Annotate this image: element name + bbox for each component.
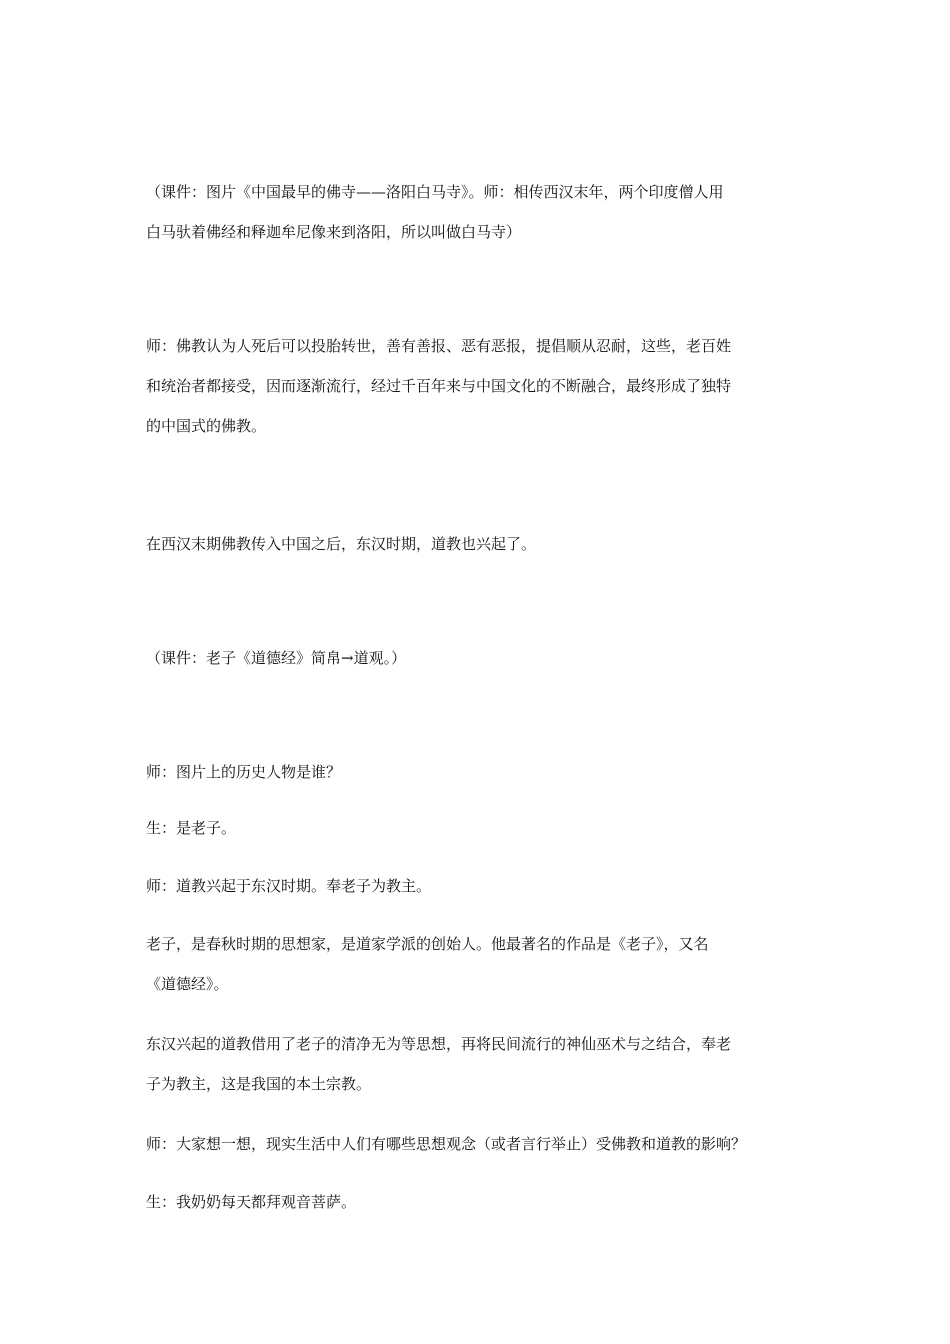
text-line: 生：我奶奶每天都拜观音菩萨。: [146, 1193, 357, 1211]
text-line: 东汉兴起的道教借用了老子的清净无为等思想，再将民间流行的神仙巫术与之结合，奉老: [146, 1035, 732, 1053]
paragraph-teacher-discussion: [146, 1124, 816, 1164]
paragraph-teacher-question: [146, 752, 816, 792]
text-line: 子为教主，这是我国的本土宗教。: [146, 1075, 372, 1093]
text-line: 的中国式的佛教。: [146, 417, 267, 435]
paragraph-taoism-rise: [146, 524, 816, 564]
paragraph-student-answer: [146, 808, 816, 848]
text-line: 师：大家想一想，现实生活中人们有哪些思想观念（或者言行举止）受佛教和道教的影响？: [146, 1135, 747, 1153]
paragraph-teacher-statement: [146, 866, 816, 906]
text-line: 《道德经》。: [146, 975, 229, 993]
text-line: 师：道教兴起于东汉时期。奉老子为教主。: [146, 877, 432, 895]
text-line: （课件：图片《中国最早的佛寺——洛阳白马寺》。师：相传西汉末年，两个印度僧人用: [146, 183, 724, 201]
text-line: 师：佛教认为人死后可以投胎转世，善有善报、恶有恶报，提倡顺从忍耐，这些，老百姓: [146, 337, 732, 355]
text-line: 生：是老子。: [146, 819, 237, 837]
text-line: 白马驮着佛经和释迦牟尼像来到洛阳，所以叫做白马寺）: [146, 223, 522, 241]
text-line: 在西汉末期佛教传入中国之后，东汉时期，道教也兴起了。: [146, 535, 537, 553]
text-line: 老子，是春秋时期的思想家，是道家学派的创始人。他最著名的作品是《老子》，又名: [146, 935, 709, 953]
paragraph-courseware-baima-temple: [146, 172, 816, 252]
paragraph-courseware-laozi: [146, 638, 816, 678]
paragraph-student-reply: [146, 1182, 816, 1222]
text-line: （课件：老子《道德经》简帛→道观。）: [146, 649, 407, 667]
text-line: 和统治者都接受，因而逐渐流行，经过千百年来与中国文化的不断融合，最终形成了独特: [146, 377, 732, 395]
paragraph-buddhism-explanation: [146, 326, 816, 446]
text-line: 师：图片上的历史人物是谁？: [146, 763, 342, 781]
paragraph-taoism-origin: [146, 1024, 816, 1104]
paragraph-laozi-intro: [146, 924, 816, 1004]
